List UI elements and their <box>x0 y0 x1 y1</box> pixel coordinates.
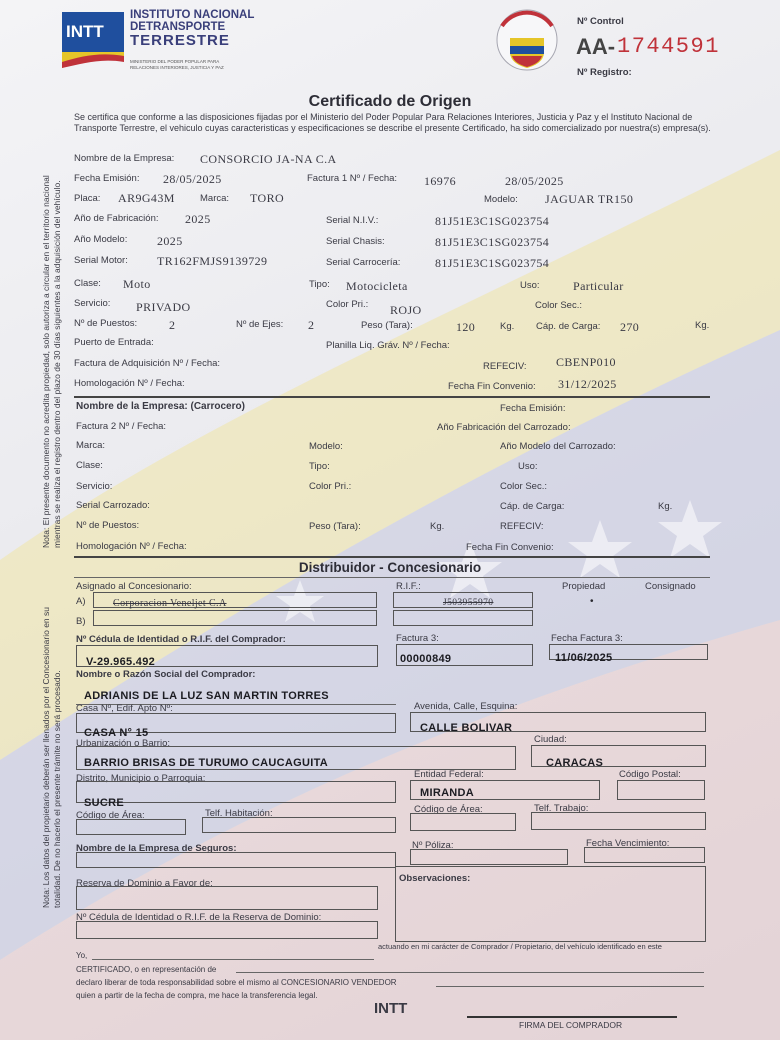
carrocero-serial-label: Serial Carrozado: <box>76 500 150 511</box>
chasis-value: 81J51E3C1SG023754 <box>435 235 550 249</box>
clase-label: Clase: <box>74 278 101 289</box>
decl-yo: Yo, <box>76 951 88 960</box>
telf-hab-label: Telf. Habitación: <box>205 808 273 819</box>
control-prefix: AA- <box>576 34 616 59</box>
carrocero-anio-fab-label: Año Fabricación del Carrozado: <box>437 422 571 433</box>
nombre-value: ADRIANIS DE LA LUZ SAN MARTIN TORRES <box>84 690 329 702</box>
carrocero-carga-unit: Kg. <box>658 501 673 512</box>
tipo-label: Tipo: <box>309 279 330 290</box>
rif-b-field[interactable] <box>393 610 533 626</box>
carrocero-peso-label: Peso (Tara): <box>309 521 361 532</box>
ciudad-value: CARACAS <box>546 757 604 769</box>
distribuidor-title: Distribuidor - Concesionario <box>298 560 482 575</box>
registro-label: Nº Registro: <box>577 67 632 78</box>
peso-unit: Kg. <box>500 321 515 332</box>
entidad-label: Entidad Federal: <box>414 769 484 780</box>
carrocero-anio-modelo-label: Año Modelo del Carrozado: <box>500 441 616 452</box>
carrocero-carga-label: Cáp. de Carga: <box>500 501 565 512</box>
carrocero-marca-label: Marca: <box>76 440 106 451</box>
planilla-label: Planilla Liq. Gráv. Nº / Fecha: <box>326 340 450 351</box>
carga-value: 270 <box>620 320 640 334</box>
vencimiento-field[interactable] <box>584 847 705 863</box>
seguros-field[interactable] <box>76 852 396 868</box>
uso-value: Particular <box>573 279 624 293</box>
firma-line[interactable] <box>467 1016 677 1018</box>
clase-value: Moto <box>123 277 151 291</box>
factura3-label: Factura 3: <box>396 633 439 644</box>
fin-conv-value: 31/12/2025 <box>558 377 617 391</box>
motor-value: TR162FMJS9139729 <box>157 254 268 268</box>
marca-value: TORO <box>250 191 285 205</box>
urb-value: BARRIO BRISAS DE TURUMO CAUCAGUITA <box>84 757 329 769</box>
avenida-label: Avenida, Calle, Esquina: <box>414 701 518 712</box>
control-number: 1744591 <box>617 34 720 59</box>
tipo-value: Motocicleta <box>346 279 408 293</box>
puestos-label: Nº de Puestos: <box>74 318 138 329</box>
consignado-label: Consignado <box>645 581 696 592</box>
chasis-label: Serial Chasis: <box>326 236 385 247</box>
concesionario-a-value: Corporacion Veneljet C.A <box>113 598 227 609</box>
decl-yo-line[interactable] <box>92 959 374 960</box>
propiedad-mark[interactable]: • <box>590 596 594 607</box>
puerto-label: Puerto de Entrada: <box>74 337 154 348</box>
reserva-field[interactable] <box>76 886 378 910</box>
refeciv-value: CBENP010 <box>556 355 616 369</box>
niv-label: Serial N.I.V.: <box>326 215 379 226</box>
carrocero-color-sec-label: Color Sec.: <box>500 481 547 492</box>
carrocero-uso-label: Uso: <box>518 461 538 472</box>
decl-line3: declaro liberar de toda responsabilidad sobre el mismo al CONCESIONARIO VENDEDOR <box>76 978 397 987</box>
cedula-label: Nº Cédula de Identidad o R.I.F. del Comprador: <box>76 634 286 645</box>
marca-label: Marca: <box>200 193 230 204</box>
avenida-value: CALLE BOLIVAR <box>420 722 513 734</box>
carrocero-empresa-label: Nombre de la Empresa: (Carrocero) <box>76 401 245 412</box>
distrito-label: Distrito, Municipio o Parroquia: <box>76 773 206 784</box>
asignado-label: Asignado al Concesionario: <box>76 581 192 592</box>
niv-value: 81J51E3C1SG023754 <box>435 214 550 228</box>
vencimiento-label: Fecha Vencimiento: <box>586 838 670 849</box>
carrocero-modelo-label: Modelo: <box>309 441 343 452</box>
carrocero-refeciv-label: REFECIV: <box>500 521 544 532</box>
telf-trab-label: Telf. Trabajo: <box>534 803 589 814</box>
side-note-top: Nota: El presente documento no acredita propiedad, solo autoriza a circular en el territorio nacional mientras se realiza el registro dentro del plazo de 30 días siguientes a la adquisición del vehículo. <box>41 175 62 548</box>
cod-area-field[interactable] <box>76 819 186 835</box>
fecha-emision-label: Fecha Emisión: <box>74 173 140 184</box>
distribuidor-rule <box>74 577 710 578</box>
observ-label: Observaciones: <box>399 873 471 884</box>
carrocero-puestos-label: Nº de Puestos: <box>76 520 140 531</box>
casa-value: CASA N° 15 <box>84 727 149 739</box>
carrocero-servicio-label: Servicio: <box>76 481 113 492</box>
ejes-value: 2 <box>308 318 315 332</box>
seguros-label: Nombre de la Empresa de Seguros: <box>76 843 237 854</box>
carroceria-value: 81J51E3C1SG023754 <box>435 256 550 270</box>
decl-line1: actuando en mi carácter de Comprador / Propietario, del vehículo identificado en este <box>378 942 662 951</box>
factura1-number: 16976 <box>424 174 456 188</box>
color-pri-label: Color Pri.: <box>326 299 369 310</box>
anio-modelo-value: 2025 <box>157 234 183 248</box>
firma-label: FIRMA DEL COMPRADOR <box>519 1020 623 1030</box>
puestos-value: 2 <box>169 318 176 332</box>
cod-area2-field[interactable] <box>410 813 516 831</box>
fecha-fact3-value: 11/06/2025 <box>555 652 613 664</box>
row-a-label: A) <box>76 596 86 607</box>
rif-label: R.I.F.: <box>396 581 421 592</box>
carrocero-peso-unit: Kg. <box>430 521 445 532</box>
placa-value: AR9G43M <box>118 191 175 205</box>
entidad-value: MIRANDA <box>420 787 475 799</box>
logo-abbr: INTT <box>66 22 104 41</box>
factura1-label: Factura 1 Nº / Fecha: <box>307 173 398 184</box>
factura1-date: 28/05/2025 <box>505 174 564 188</box>
decl-line2: CERTIFICADO, o en representación de <box>76 965 217 974</box>
row-b-label: B) <box>76 616 86 627</box>
color-pri-value: ROJO <box>390 303 422 317</box>
postal-field[interactable] <box>617 780 705 800</box>
casa-label: Casa Nº, Edif. Apto Nº: <box>76 703 173 714</box>
venezuela-seal <box>492 8 562 77</box>
homolog-label: Homologación Nº / Fecha: <box>74 378 185 389</box>
decl-line4: quien a partir de la fecha de compra, me hace la transferencia legal. <box>76 991 318 1000</box>
anio-fab-label: Año de Fabricación: <box>74 213 159 224</box>
carrocero-fin-conv-label: Fecha Fin Convenio: <box>466 542 554 553</box>
empresa-label: Nombre de la Empresa: <box>74 153 175 164</box>
distrito-value: SUCRE <box>84 797 125 809</box>
uso-label: Uso: <box>520 280 540 291</box>
decl-representacion-line[interactable] <box>236 972 704 973</box>
decl-concesionario-line[interactable] <box>436 986 704 987</box>
refeciv-label: REFECIV: <box>483 361 527 372</box>
telf-trab-field[interactable] <box>531 812 706 830</box>
modelo-value: JAGUAR TR150 <box>545 192 634 206</box>
carrocero-homolog-label: Homologación Nº / Fecha: <box>76 541 187 552</box>
ciudad-label: Ciudad: <box>534 734 567 745</box>
cedula-reserva-label: Nº Cédula de Identidad o R.I.F. de la Reserva de Dominio: <box>76 912 322 923</box>
cedula-value: V-29.965.492 <box>86 656 156 668</box>
fact-adq-label: Factura de Adquisición Nº / Fecha: <box>74 358 221 369</box>
page-title: Certificado de Origen <box>308 93 472 110</box>
reserva-label: Reserva de Dominio a Favor de: <box>76 878 213 889</box>
urb-label: Urbanización o Barrio: <box>76 738 170 749</box>
factura3-value: 00000849 <box>400 653 452 665</box>
cod-area2-label: Código de Área: <box>414 804 483 815</box>
factura2-label: Factura 2 Nº / Fecha: <box>76 421 167 432</box>
poliza-field[interactable] <box>410 849 568 865</box>
carrocero-color-pri-label: Color Pri.: <box>309 481 352 492</box>
color-sec-label: Color Sec.: <box>535 300 582 311</box>
intt-stamp: INTT <box>374 1000 408 1017</box>
intro-text: Se certifica que conforme a las disposiciones fijadas por el Ministerio del Poder Popular Para Relaciones Interiores, Justicia y Paz y el Instituto Nacional de Transporte Terrestre, el vehiculo cuyas caracteristicas y especificaciones se describe el presente Certificado, ha sido comercializado por nuestra(s) empresa(s). <box>74 112 711 133</box>
carga-label: Cáp. de Carga: <box>536 321 601 332</box>
cedula-reserva-field[interactable] <box>76 921 378 939</box>
anio-modelo-label: Año Modelo: <box>74 234 128 245</box>
peso-value: 120 <box>456 320 476 334</box>
ejes-label: Nº de Ejes: <box>236 319 284 330</box>
servicio-label: Servicio: <box>74 298 111 309</box>
placa-label: Placa: <box>74 193 101 204</box>
org-name: INSTITUTO NACIONAL DETRANSPORTE TERRESTRE <box>130 9 255 49</box>
carrocero-tipo-label: Tipo: <box>309 461 330 472</box>
carrocero-fecha-label: Fecha Emisión: <box>500 403 566 414</box>
anio-fab-value: 2025 <box>185 212 211 226</box>
modelo-label: Modelo: <box>484 194 518 205</box>
control-label: Nº Control <box>577 16 624 27</box>
fecha-emision-value: 28/05/2025 <box>163 172 222 186</box>
carroceria-label: Serial Carrocería: <box>326 257 401 268</box>
fecha-fact3-label: Fecha Factura 3: <box>551 633 623 644</box>
propiedad-label: Propiedad <box>562 581 606 592</box>
poliza-label: Nº Póliza: <box>412 840 454 851</box>
postal-label: Código Postal: <box>619 769 681 780</box>
side-note-bottom: Nota: Los datos del propietario deberán ser llenados por el Concesionario en su totalidad. De no hacerlo el presente trámite no será procesado. <box>41 607 62 908</box>
section-divider-1 <box>74 396 710 398</box>
section-divider-2 <box>74 556 710 558</box>
empresa-value: CONSORCIO JA-NA C.A <box>200 152 337 166</box>
org-sub: MINISTERIO DEL PODER POPULAR PARA RELACIONES INTERIORES, JUSTICIA Y PAZ <box>130 59 224 70</box>
carrocero-clase-label: Clase: <box>76 460 103 471</box>
cod-area-label: Código de Área: <box>76 810 145 821</box>
telf-hab-field[interactable] <box>202 817 396 833</box>
servicio-value: PRIVADO <box>136 300 191 314</box>
peso-label: Peso (Tara): <box>361 320 413 331</box>
fin-conv-label: Fecha Fin Convenio: <box>448 381 536 392</box>
rif-a-value: J503955970 <box>443 598 494 608</box>
motor-label: Serial Motor: <box>74 255 128 266</box>
nombre-label: Nombre o Razón Social del Comprador: <box>76 669 256 680</box>
carga-unit: Kg. <box>695 320 710 331</box>
intt-logo <box>60 12 126 64</box>
seal-icon <box>492 8 562 72</box>
concesionario-b-field[interactable] <box>93 610 377 626</box>
